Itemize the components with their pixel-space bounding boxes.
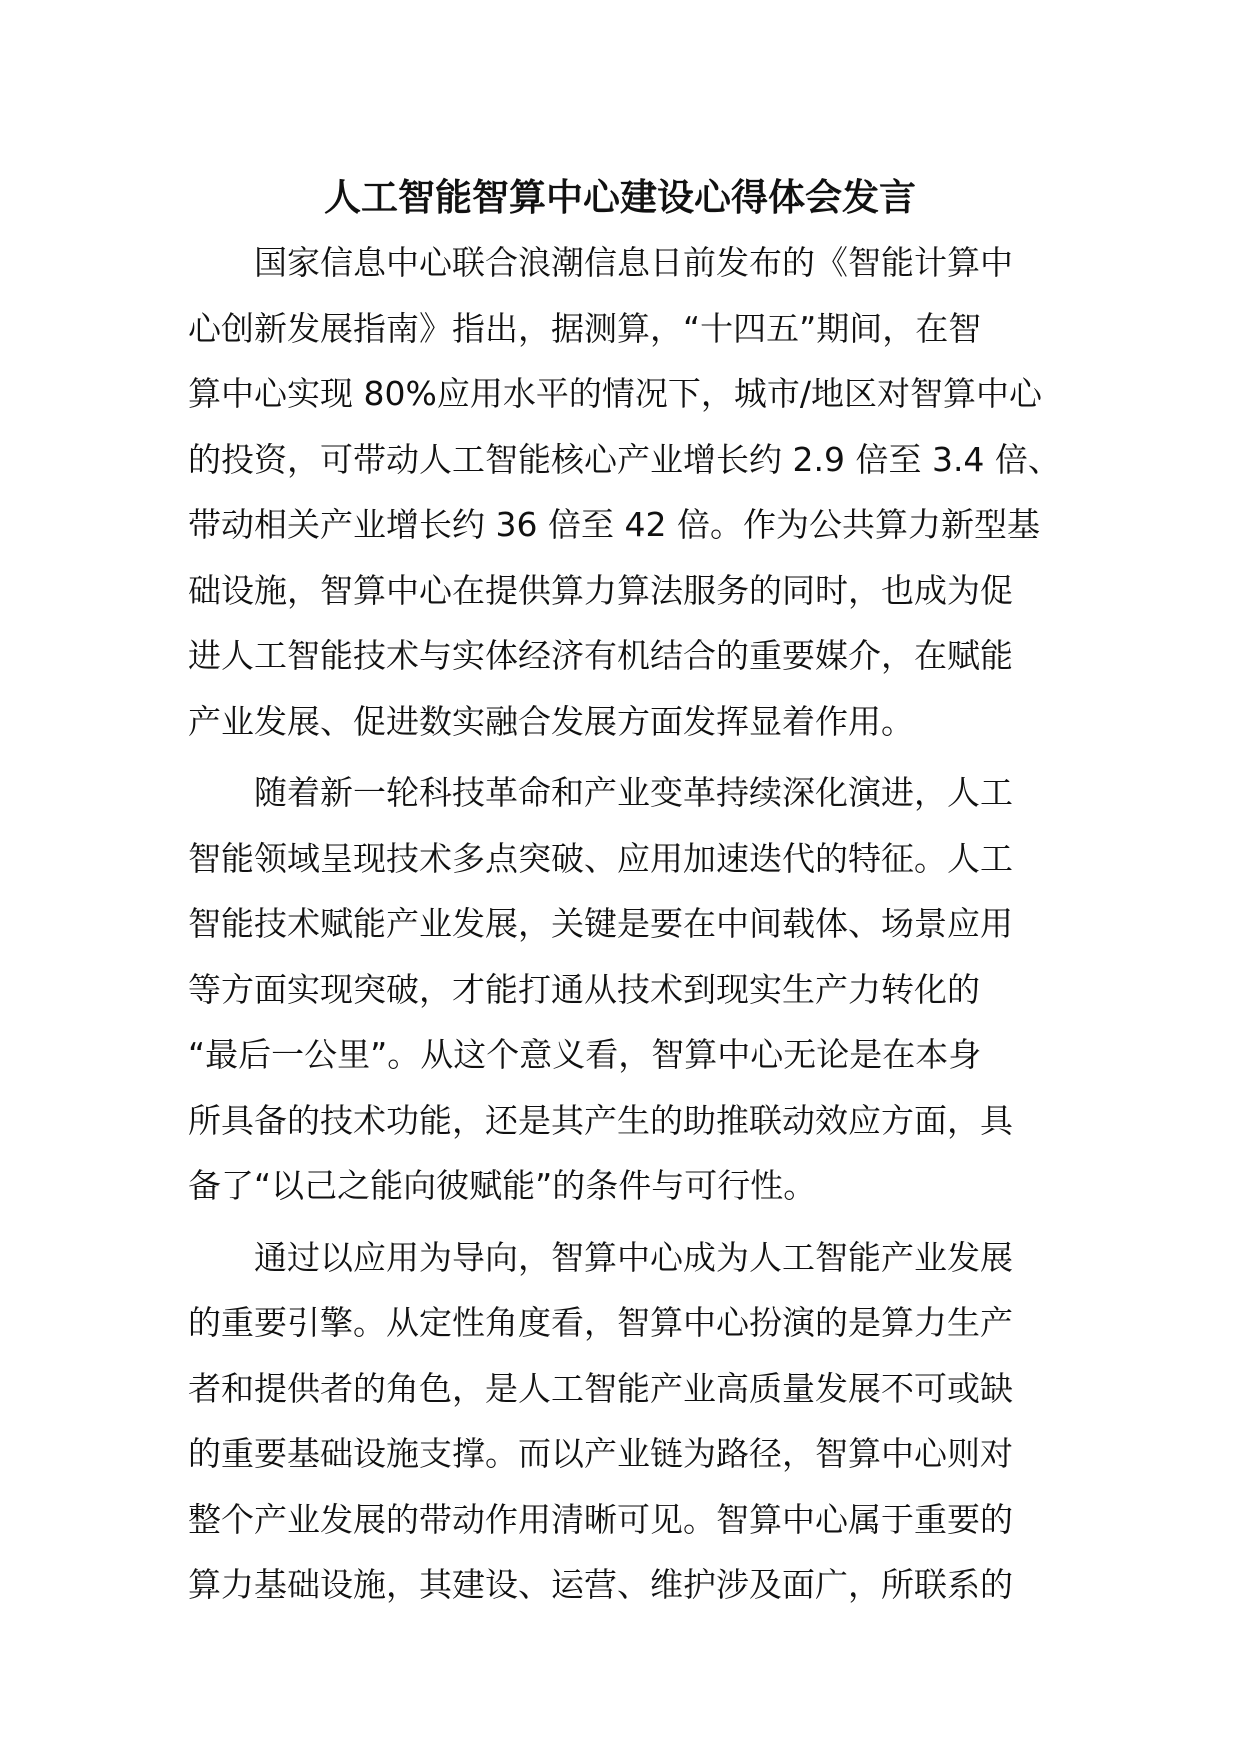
text-line: 等方面实现突破，才能打通从技术到现实生产力转化的: [188, 969, 980, 1009]
text-line: 国家信息中心联合浪潮信息日前发布的《智能计算中: [254, 243, 1013, 282]
text-line: 者和提供者的角色，是人工智能产业高质量发展不可或缺: [188, 1368, 1013, 1408]
text-line: “最后一公里”。从这个意义看，智算中心无论是在本身: [188, 1035, 982, 1074]
text-line: 智能技术赋能产业发展，关键是要在中间载体、场景应用: [188, 904, 1013, 943]
text-line: 通过以应用为导向，智算中心成为人工智能产业发展: [254, 1237, 1013, 1277]
text-line: 算中心实现 80%应用水平的情况下，城市/地区对智算中心: [188, 374, 1042, 413]
text-line: 的重要基础设施支撑。而以产业链为路径，智算中心则对: [188, 1434, 1013, 1473]
text-line: 备了“以己之能向彼赋能”的条件与可行性。: [188, 1166, 817, 1205]
paragraph-1: [188, 230, 1063, 754]
text-line: 整个产业发展的带动作用清晰可见。智算中心属于重要的: [188, 1499, 1013, 1539]
text-line: 产业发展、促进数实融合发展方面发挥显着作用。: [188, 701, 914, 741]
text-line: 算力基础设施，其建设、运营、维护涉及面广，所联系的: [188, 1565, 1013, 1604]
paragraph-2: [188, 760, 1063, 1219]
text-line: 智能领域呈现技术多点突破、应用加速迭代的特征。人工: [188, 838, 1013, 878]
text-line: 础设施，智算中心在提供算力算法服务的同时，也成为促: [188, 570, 1013, 610]
text-line: 心创新发展指南》指出，据测算，“十四五”期间，在智: [188, 308, 982, 348]
document-body: [188, 230, 1063, 1618]
text-line: 所具备的技术功能，还是其产生的助推联动效应方面，具: [188, 1100, 1013, 1140]
text-line: 进人工智能技术与实体经济有机结合的重要媒介，在赋能: [188, 636, 1013, 675]
text-line: 随着新一轮科技革命和产业变革持续深化演进，人工: [254, 773, 1013, 812]
text-line: 带动相关产业增长约 36 倍至 42 倍。作为公共算力新型基: [188, 505, 1040, 544]
paragraph-3: [188, 1225, 1063, 1618]
document-title: 人工智能智算中心建设心得体会发言: [324, 176, 916, 219]
text-line: 的重要引擎。从定性角度看，智算中心扮演的是算力生产: [188, 1303, 1013, 1342]
text-line: 的投资，可带动人工智能核心产业增长约 2.9 倍至 3.4 倍、: [188, 439, 1061, 479]
